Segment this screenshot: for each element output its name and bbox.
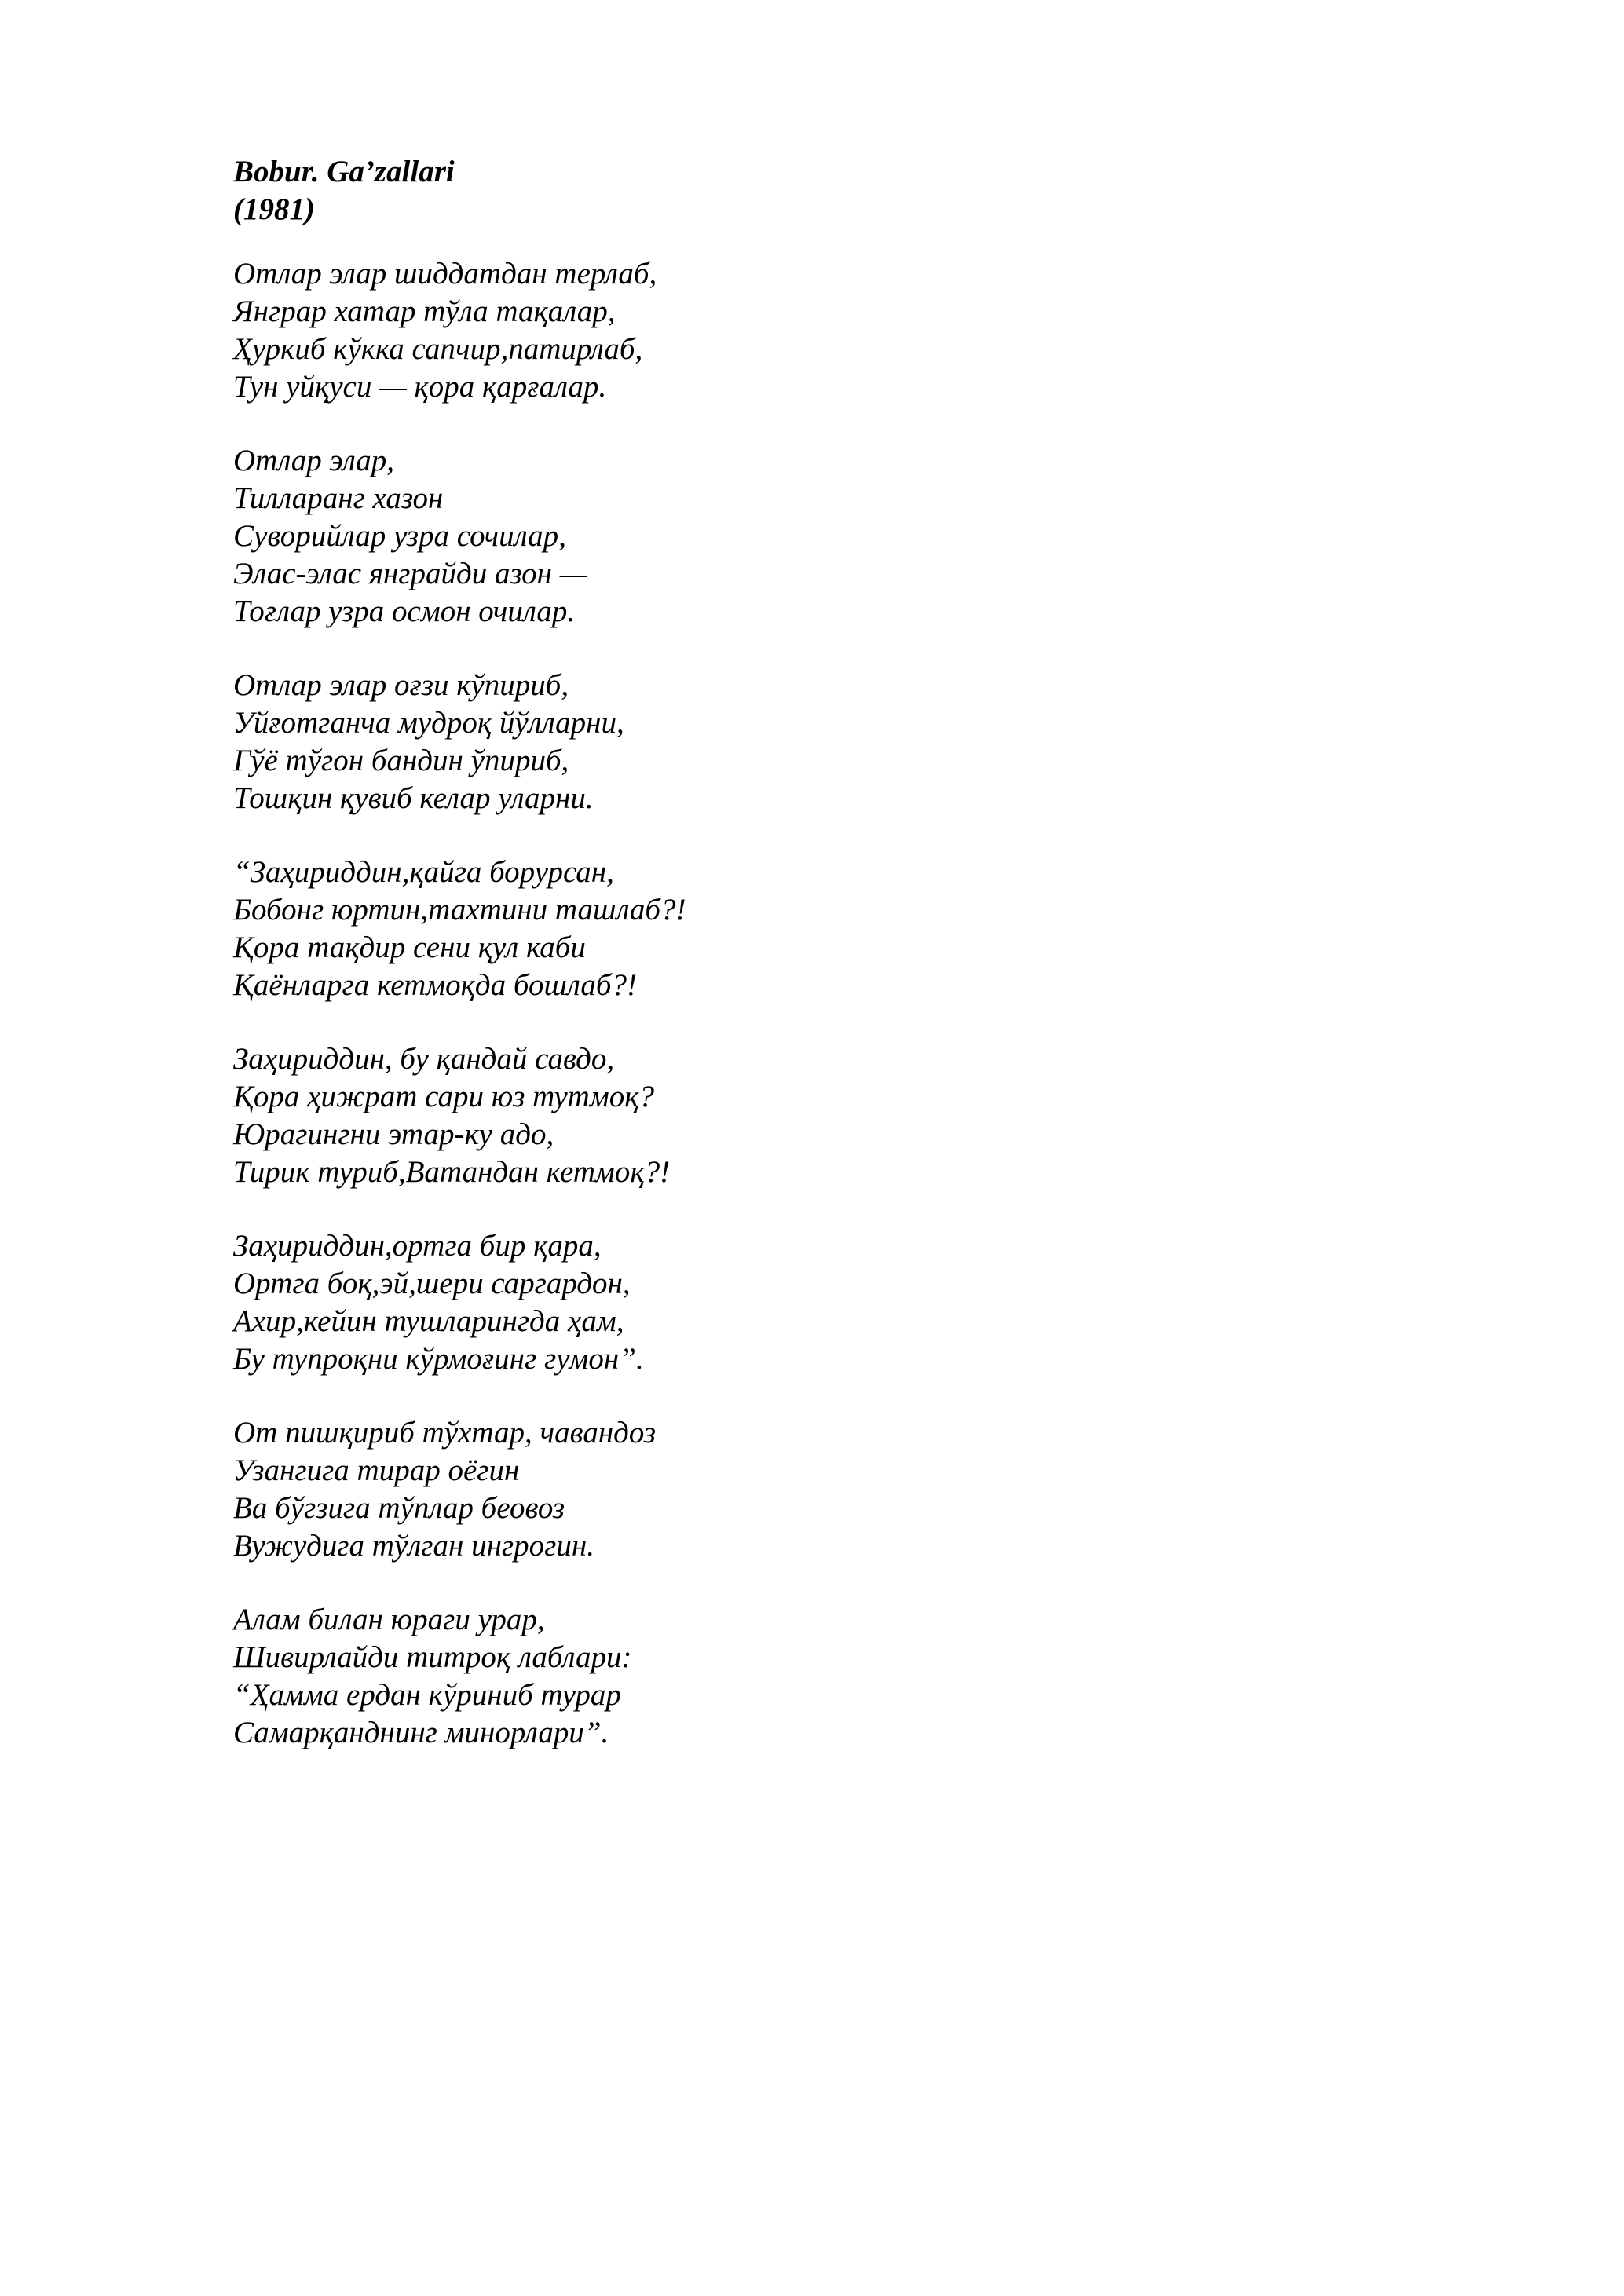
stanza <box>233 1601 1333 1752</box>
poem-line: Заҳириддин, бу қандай савдо, <box>233 1042 615 1076</box>
poem-line: Суворийлар узра сочилар, <box>233 519 566 553</box>
poem-line: Ҳуркиб кўкка сапчир,патирлаб, <box>233 332 643 366</box>
stanza <box>233 442 1333 631</box>
poem-line: Тун уйқуси — қора қарғалар. <box>233 370 607 404</box>
poem-line: Гўё тўгон бандин ўпириб, <box>233 744 569 777</box>
stanza <box>233 1414 1333 1565</box>
poem-line: Тоғлар узра осмон очилар. <box>233 594 576 628</box>
poem-line: Алам билан юраги урар, <box>233 1603 545 1636</box>
poem-line: Қаёнларга кетмоқда бошлаб?! <box>233 968 637 1002</box>
poem-line: Ва бўгзига тўплар беовоз <box>233 1491 565 1525</box>
poem-line: Самарқанднинг минорлари”. <box>233 1716 609 1749</box>
poem-line: Заҳириддин,ортга бир қара, <box>233 1229 602 1263</box>
poem-line: Шивирлайди титроқ лаблари: <box>233 1640 632 1674</box>
poem-line: Отлар элар оғзи кўпириб, <box>233 668 569 702</box>
poem-line: Отлар элар, <box>233 444 395 477</box>
poem-line: Тошқин қувиб келар уларни. <box>233 781 594 815</box>
poem-line: Янграр хатар тўла тақалар, <box>233 294 616 328</box>
poem-line: “Ҳамма ердан кўриниб турар <box>233 1678 621 1712</box>
poem-line: Вужудига тўлган ингрогин. <box>233 1529 594 1563</box>
poem-line: Элас-элас янграйди азон — <box>233 557 587 590</box>
poem-line: “Заҳириддин,қайга борурсан, <box>233 855 614 889</box>
poem-line: Ортга боқ,эй,шери саргардон, <box>233 1267 631 1300</box>
poem-line: Бобонг юртин,тахтини ташлаб?! <box>233 893 686 927</box>
poem-line: От пишқириб тўхтар, чавандоз <box>233 1416 657 1450</box>
poem-line: Юрагингни этар-ку адо, <box>233 1117 554 1151</box>
stanza <box>233 667 1333 817</box>
poem-line: Қора тақдир сени қул каби <box>233 930 586 964</box>
poem-line: Ахир,кейин тушларингда ҳам, <box>233 1304 624 1338</box>
poem-line: Тилларанг хазон <box>233 481 444 515</box>
poem-line: Узангига тирар оёгин <box>233 1453 520 1487</box>
stanza <box>233 1040 1333 1191</box>
poem-content <box>233 153 1333 1788</box>
poem-line: Тирик туриб,Ватандан кетмоқ?! <box>233 1155 671 1189</box>
poem-line: Отлар элар шиддатдан терлаб, <box>233 257 657 291</box>
poem-line: Қора ҳижрат сари юз тутмоқ? <box>233 1080 654 1113</box>
stanza <box>233 854 1333 1004</box>
stanza <box>233 1227 1333 1378</box>
poem-line: Уйғотганча мудроқ йўлларни, <box>233 706 624 740</box>
poem-body <box>233 255 1333 1752</box>
poem-line: Бу тупроқни кўрмоғинг гумон”. <box>233 1342 644 1376</box>
poem-year: (1981) <box>233 192 315 226</box>
poem-title: Bobur. Ga’zallari <box>233 155 455 188</box>
stanza <box>233 255 1333 406</box>
